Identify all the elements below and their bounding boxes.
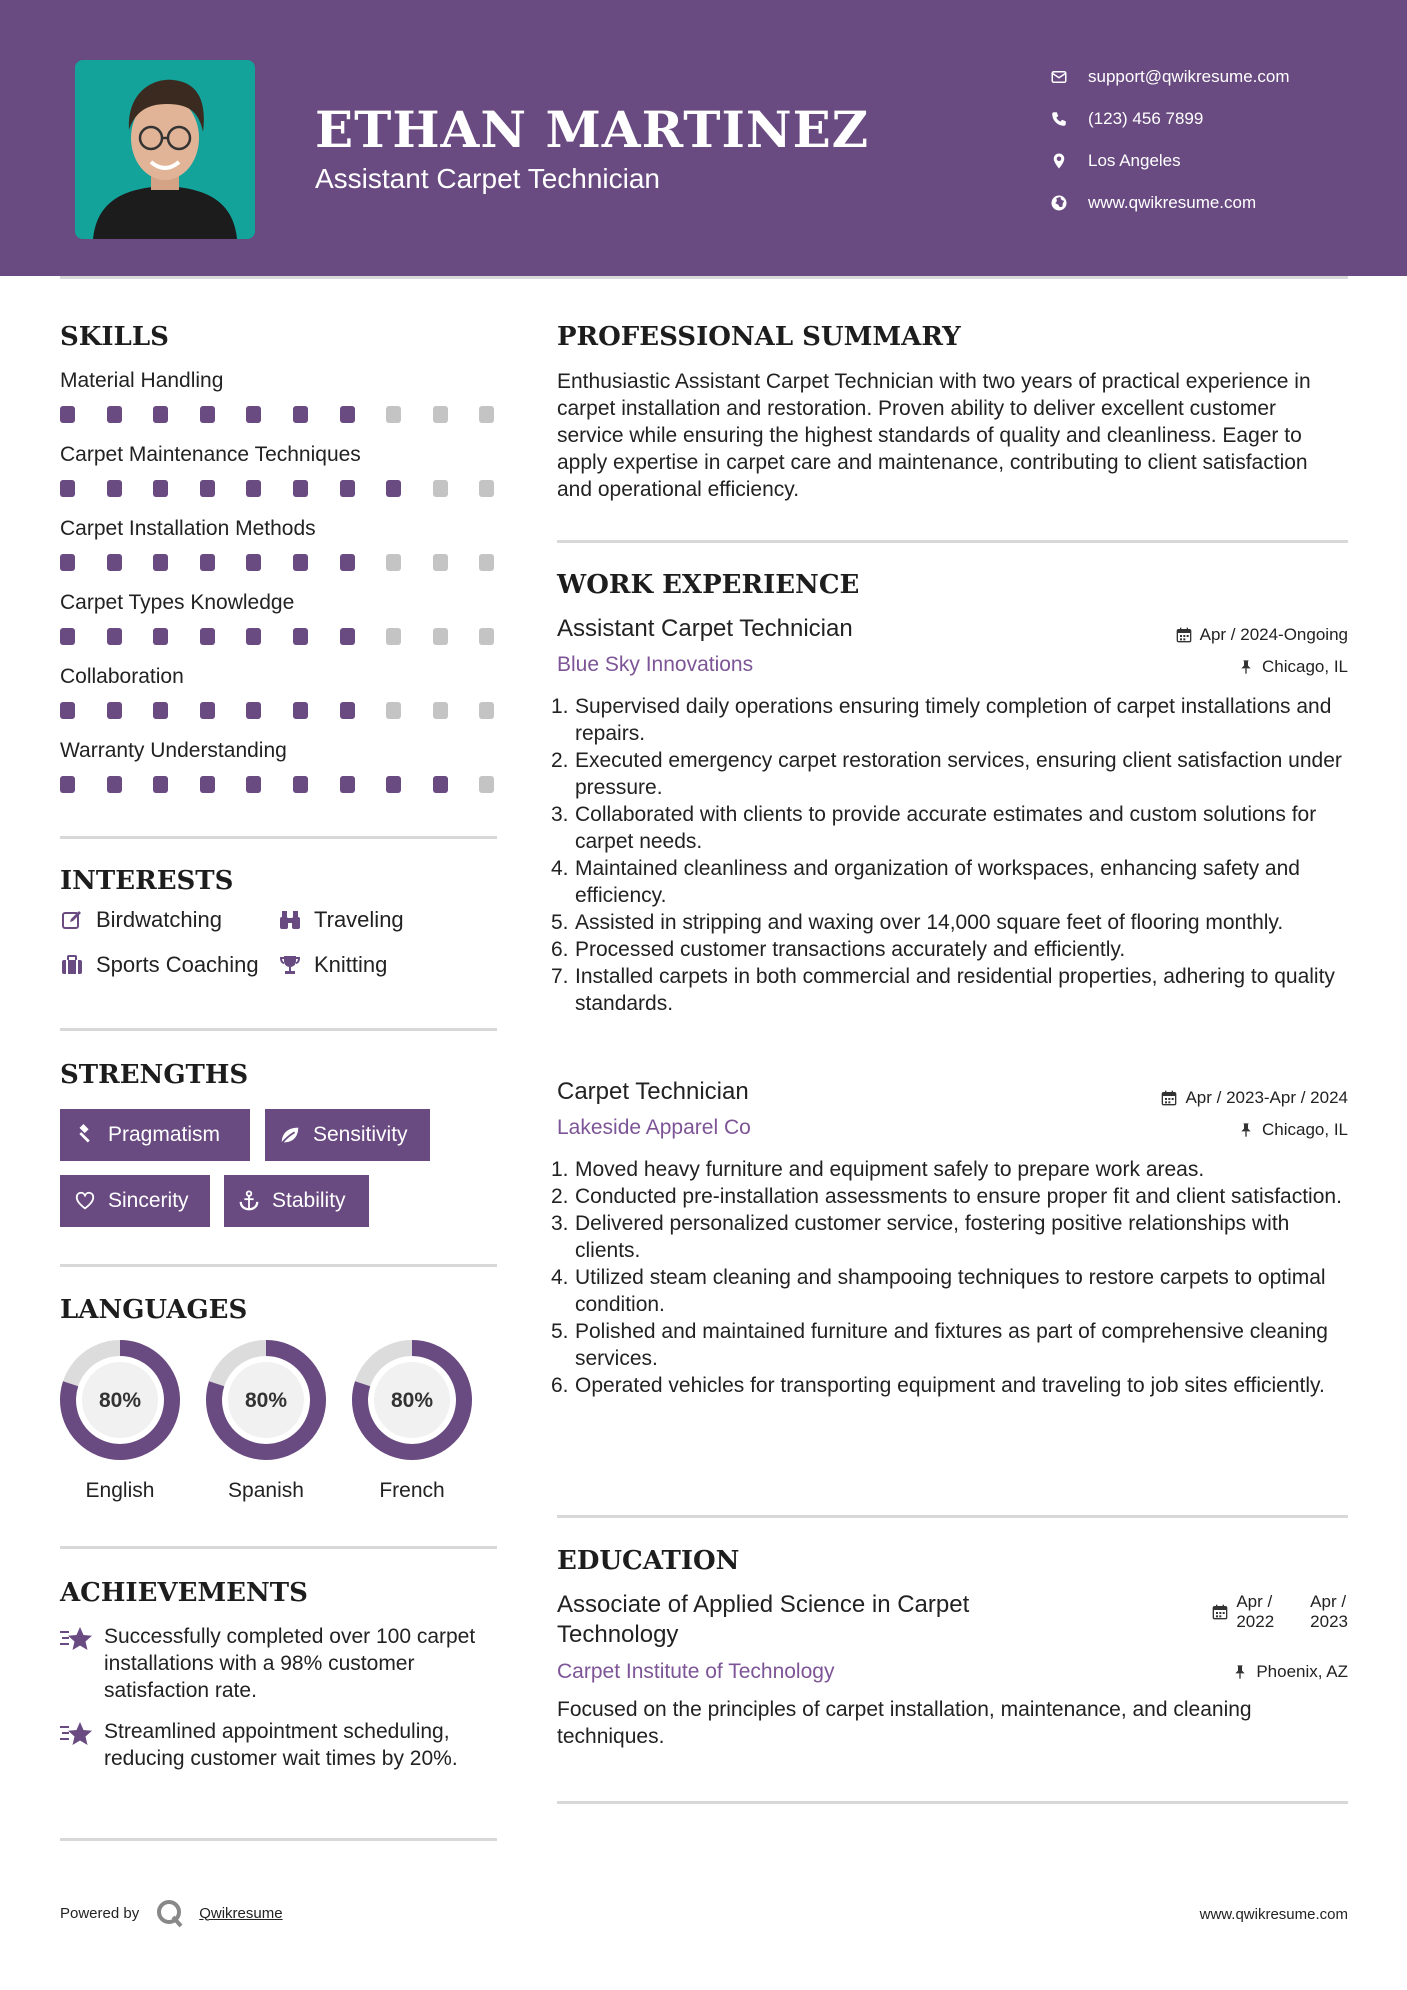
languages-title: LANGUAGES bbox=[60, 1295, 248, 1325]
edu-end-month: Apr / bbox=[1310, 1592, 1347, 1611]
language-percent: 80% bbox=[98, 1389, 142, 1412]
job-dates bbox=[1176, 625, 1348, 645]
map-pin-icon bbox=[1050, 152, 1068, 170]
language-item bbox=[60, 1340, 180, 1503]
strengths-divider bbox=[60, 1264, 497, 1267]
rating-dot-filled bbox=[60, 702, 75, 719]
rating-dot-filled bbox=[200, 628, 215, 645]
job-bullet-text: Moved heavy furniture and equipment safely to prepare work areas. bbox=[575, 1158, 1205, 1181]
star-badge-icon bbox=[60, 1625, 92, 1655]
rating-dot-empty bbox=[386, 628, 401, 645]
contact-location-text: Los Angeles bbox=[1088, 151, 1181, 170]
rating-dot-filled bbox=[340, 702, 355, 719]
trophy-icon bbox=[278, 953, 302, 977]
rating-dot-filled bbox=[153, 628, 168, 645]
profile-photo bbox=[75, 60, 255, 239]
language-percent: 80% bbox=[244, 1389, 288, 1412]
candidate-title: Assistant Carpet Technician bbox=[315, 163, 660, 194]
pushpin-icon bbox=[1232, 1664, 1248, 1680]
rating-dot-filled bbox=[386, 480, 401, 497]
strength-label: Stability bbox=[272, 1189, 346, 1212]
binoculars-icon bbox=[278, 908, 302, 932]
job-dates bbox=[1161, 1088, 1348, 1108]
strength-tag bbox=[60, 1175, 210, 1227]
rating-dot-empty bbox=[433, 554, 448, 571]
strength-label: Sincerity bbox=[108, 1189, 189, 1212]
language-name: Spanish bbox=[228, 1479, 304, 1502]
job-title: Carpet Technician bbox=[557, 1078, 749, 1105]
skill-rating bbox=[60, 618, 497, 662]
rating-dot-empty bbox=[479, 776, 494, 793]
job-bullet: 4. Maintained cleanliness and organization of workspaces, enhancing safety and efficiency. bbox=[551, 857, 1300, 907]
rating-dot-filled bbox=[153, 702, 168, 719]
rating-dot-filled bbox=[293, 776, 308, 793]
interest-label: Birdwatching bbox=[96, 907, 222, 932]
skill-name: Carpet Maintenance Techniques bbox=[60, 443, 361, 466]
job-bullet: 6. Operated vehicles for transporting equipment and traveling to job sites efficiently. bbox=[551, 1374, 1325, 1397]
skills-list bbox=[60, 366, 497, 810]
strengths-title: STRENGTHS bbox=[60, 1060, 249, 1090]
calendar-icon bbox=[1212, 1604, 1228, 1620]
pushpin-icon bbox=[1238, 659, 1254, 675]
rating-dot-filled bbox=[200, 776, 215, 793]
skill-item bbox=[60, 736, 497, 810]
rating-dot-filled bbox=[246, 554, 261, 571]
skill-rating bbox=[60, 470, 497, 514]
edu-end-year: 2023 bbox=[1310, 1612, 1348, 1631]
job-bullet: 5. Polished and maintained furniture and fixtures as part of comprehensive cleaning services. bbox=[551, 1320, 1328, 1370]
education-description: Focused on the principles of carpet installation, maintenance, and cleaning techniques. bbox=[557, 1698, 1252, 1748]
education-dates bbox=[1212, 1592, 1348, 1632]
rating-dot-filled bbox=[200, 406, 215, 423]
languages-divider bbox=[60, 1546, 497, 1549]
summary-text: Enthusiastic Assistant Carpet Technician with two years of practical experience in carpet installation and restoration. Proven ability to deliver excellent customer service while ensuring the highest standards of quality and cleanliness. Eager to apply expertise in carpet care and maintenance, contributing to client satisfaction and operational efficiency. bbox=[557, 370, 1311, 501]
achievement-text: Streamlined appointment scheduling, reducing customer wait times by 20%. bbox=[104, 1720, 458, 1770]
rating-dot-filled bbox=[107, 480, 122, 497]
job-bullet: 5. Assisted in stripping and waxing over 14,000 square feet of flooring monthly. bbox=[551, 911, 1284, 934]
heart-icon bbox=[74, 1190, 96, 1212]
calendar-icon bbox=[1176, 627, 1192, 643]
skill-rating bbox=[60, 692, 497, 736]
skill-name: Warranty Understanding bbox=[60, 739, 287, 762]
skill-item bbox=[60, 440, 497, 514]
calendar-icon bbox=[1161, 1090, 1177, 1106]
job-dates-text: Apr / 2023-Apr / 2024 bbox=[1185, 1088, 1348, 1107]
summary-title: PROFESSIONAL SUMMARY bbox=[557, 322, 961, 352]
leaf-icon bbox=[279, 1124, 301, 1146]
qwikresume-logo-icon bbox=[155, 1898, 185, 1928]
footer-powered-by bbox=[60, 1898, 283, 1928]
skill-rating bbox=[60, 766, 497, 810]
job-bullet: 2. Executed emergency carpet restoration services, ensuring client satisfaction under pressure. bbox=[551, 749, 1342, 799]
skills-divider bbox=[60, 836, 497, 839]
interest-item bbox=[278, 907, 404, 933]
rating-dot-empty bbox=[479, 702, 494, 719]
job-bullet-text: Installed carpets in both commercial and residential properties, adhering to quality standards. bbox=[575, 965, 1335, 1015]
language-ring bbox=[206, 1340, 326, 1460]
language-ring bbox=[60, 1340, 180, 1460]
job-bullet: 7. Installed carpets in both commercial and residential properties, adhering to quality standards. bbox=[551, 965, 1335, 1015]
rating-dot-empty bbox=[479, 406, 494, 423]
edu-start-month: Apr / bbox=[1236, 1592, 1273, 1611]
job-bullet-text: Operated vehicles for transporting equipment and traveling to job sites efficiently. bbox=[575, 1374, 1325, 1397]
job-bullet: 2. Conducted pre-installation assessments to ensure proper fit and client satisfaction. bbox=[551, 1185, 1342, 1208]
rating-dot-filled bbox=[433, 776, 448, 793]
company-name: Blue Sky Innovations bbox=[557, 653, 754, 676]
interests-title: INTERESTS bbox=[60, 866, 234, 896]
job-bullets bbox=[551, 693, 1348, 1017]
rating-dot-filled bbox=[246, 702, 261, 719]
globe-icon bbox=[1050, 194, 1068, 212]
edit-icon bbox=[60, 908, 84, 932]
rating-dot-filled bbox=[246, 628, 261, 645]
rating-dot-filled bbox=[200, 702, 215, 719]
rating-dot-filled bbox=[246, 776, 261, 793]
strength-tag bbox=[60, 1109, 250, 1161]
education-location bbox=[1232, 1662, 1348, 1682]
education-divider bbox=[557, 1801, 1348, 1804]
job-bullet-text: Conducted pre-installation assessments to ensure proper fit and client satisfaction. bbox=[575, 1185, 1342, 1208]
rating-dot-filled bbox=[293, 628, 308, 645]
rating-dot-empty bbox=[433, 406, 448, 423]
language-item bbox=[206, 1340, 326, 1503]
job-bullet: 3. Collaborated with clients to provide accurate estimates and custom solutions for carpet needs. bbox=[551, 803, 1317, 853]
job-bullet-text: Collaborated with clients to provide accurate estimates and custom solutions for carpet needs. bbox=[575, 803, 1317, 853]
rating-dot-filled bbox=[340, 776, 355, 793]
job-bullet-text: Delivered personalized customer service, fostering positive relationships with clients. bbox=[575, 1212, 1290, 1262]
language-name: French bbox=[379, 1479, 445, 1502]
school-name: Carpet Institute of Technology bbox=[557, 1660, 835, 1683]
job-bullet-text: Utilized steam cleaning and shampooing techniques to restore carpets to optimal condition. bbox=[575, 1266, 1326, 1316]
language-name: English bbox=[85, 1479, 155, 1502]
anchor-icon bbox=[238, 1190, 260, 1212]
briefcase-icon bbox=[60, 953, 84, 977]
skill-item bbox=[60, 514, 497, 588]
job-bullet: 3. Delivered personalized customer service, fostering positive relationships with clients. bbox=[551, 1212, 1290, 1262]
contact-list bbox=[1050, 56, 1290, 224]
rating-dot-filled bbox=[293, 406, 308, 423]
job-bullet-text: Assisted in stripping and waxing over 14,000 square feet of flooring monthly. bbox=[575, 911, 1284, 934]
rating-dot-filled bbox=[293, 702, 308, 719]
skill-rating bbox=[60, 544, 497, 588]
rating-dot-filled bbox=[153, 406, 168, 423]
job-bullet: 4. Utilized steam cleaning and shampooing techniques to restore carpets to optimal condition. bbox=[551, 1266, 1326, 1316]
rating-dot-filled bbox=[153, 554, 168, 571]
rating-dot-filled bbox=[340, 480, 355, 497]
experience-title: WORK EXPERIENCE bbox=[557, 570, 860, 600]
interest-label: Sports Coaching bbox=[96, 952, 259, 977]
education-title: EDUCATION bbox=[557, 1546, 740, 1576]
job-bullet-text: Supervised daily operations ensuring timely completion of carpet installations and repairs. bbox=[575, 695, 1332, 745]
rating-dot-filled bbox=[60, 480, 75, 497]
rating-dot-empty bbox=[479, 480, 494, 497]
rating-dot-filled bbox=[60, 776, 75, 793]
job-entry bbox=[551, 615, 1348, 1055]
phone-icon bbox=[1050, 110, 1068, 128]
interest-item bbox=[60, 952, 259, 978]
job-location bbox=[1238, 1120, 1348, 1140]
rating-dot-filled bbox=[340, 628, 355, 645]
achievements-divider bbox=[60, 1838, 497, 1841]
language-ring bbox=[352, 1340, 472, 1460]
job-bullet: 1. Moved heavy furniture and equipment safely to prepare work areas. bbox=[551, 1158, 1205, 1181]
rating-dot-empty bbox=[479, 554, 494, 571]
rating-dot-empty bbox=[479, 628, 494, 645]
rating-dot-filled bbox=[293, 480, 308, 497]
rating-dot-empty bbox=[386, 554, 401, 571]
interest-item bbox=[60, 907, 222, 933]
degree-title: Associate of Applied Science in Carpet Technology bbox=[557, 1591, 970, 1648]
contact-location bbox=[1050, 140, 1290, 182]
star-badge-icon bbox=[60, 1720, 92, 1750]
contact-email-text: support@qwikresume.com bbox=[1088, 67, 1290, 86]
language-percent: 80% bbox=[390, 1389, 434, 1412]
education-location-text: Phoenix, AZ bbox=[1256, 1662, 1348, 1681]
job-bullet-text: Maintained cleanliness and organization of workspaces, enhancing safety and efficiency. bbox=[575, 857, 1300, 907]
skill-item bbox=[60, 588, 497, 662]
footer-website[interactable]: www.qwikresume.com bbox=[1199, 1906, 1348, 1923]
contact-website[interactable] bbox=[1050, 182, 1290, 224]
job-bullet-text: Polished and maintained furniture and fixtures as part of comprehensive cleaning services. bbox=[575, 1320, 1328, 1370]
skills-title: SKILLS bbox=[60, 322, 169, 352]
skill-name: Carpet Types Knowledge bbox=[60, 591, 295, 614]
skill-rating bbox=[60, 396, 497, 440]
envelope-icon bbox=[1050, 68, 1068, 86]
rating-dot-filled bbox=[60, 628, 75, 645]
job-bullets bbox=[551, 1156, 1348, 1399]
job-bullet-text: Processed customer transactions accurately and efficiently. bbox=[575, 938, 1126, 961]
rating-dot-empty bbox=[433, 702, 448, 719]
gavel-icon bbox=[74, 1124, 96, 1146]
interest-item bbox=[278, 952, 387, 978]
rating-dot-filled bbox=[153, 776, 168, 793]
contact-email[interactable] bbox=[1050, 56, 1290, 98]
education-entry bbox=[557, 1590, 1348, 1760]
rating-dot-filled bbox=[246, 480, 261, 497]
contact-phone[interactable] bbox=[1050, 98, 1290, 140]
rating-dot-empty bbox=[386, 702, 401, 719]
rating-dot-filled bbox=[60, 554, 75, 571]
rating-dot-filled bbox=[153, 480, 168, 497]
edu-start-year: 2022 bbox=[1236, 1612, 1275, 1631]
rating-dot-filled bbox=[246, 406, 261, 423]
powered-by-text: Powered by bbox=[60, 1904, 140, 1922]
skill-name: Carpet Installation Methods bbox=[60, 517, 316, 540]
contact-phone-text: (123) 456 7899 bbox=[1088, 109, 1204, 128]
header-divider bbox=[60, 276, 1348, 279]
achievement-item bbox=[60, 1623, 500, 1704]
rating-dot-filled bbox=[340, 554, 355, 571]
strength-tag bbox=[224, 1175, 369, 1227]
rating-dot-filled bbox=[107, 628, 122, 645]
rating-dot-empty bbox=[433, 628, 448, 645]
skill-item bbox=[60, 662, 497, 736]
brand-link[interactable]: Qwikresume bbox=[199, 1904, 283, 1922]
achievement-item bbox=[60, 1718, 500, 1772]
experience-divider bbox=[557, 1515, 1348, 1518]
summary-divider bbox=[557, 540, 1348, 543]
job-location-text: Chicago, IL bbox=[1262, 657, 1348, 676]
rating-dot-filled bbox=[107, 406, 122, 423]
achievement-text: Successfully completed over 100 carpet installations with a 98% customer satisfaction rate. bbox=[104, 1625, 476, 1702]
strength-label: Sensitivity bbox=[313, 1123, 408, 1146]
strength-tag bbox=[265, 1109, 430, 1161]
rating-dot-filled bbox=[340, 406, 355, 423]
interests-divider bbox=[60, 1028, 497, 1031]
rating-dot-filled bbox=[200, 554, 215, 571]
achievements-title: ACHIEVEMENTS bbox=[60, 1578, 308, 1608]
interest-label: Traveling bbox=[314, 907, 404, 932]
language-item bbox=[352, 1340, 472, 1503]
job-dates-text: Apr / 2024-Ongoing bbox=[1199, 625, 1348, 644]
rating-dot-filled bbox=[200, 480, 215, 497]
strength-label: Pragmatism bbox=[108, 1123, 221, 1146]
contact-website-text: www.qwikresume.com bbox=[1088, 193, 1257, 212]
rating-dot-filled bbox=[60, 406, 75, 423]
rating-dot-empty bbox=[386, 406, 401, 423]
job-bullet: 1. Supervised daily operations ensuring timely completion of carpet installations and repairs. bbox=[551, 695, 1332, 745]
skill-name: Material Handling bbox=[60, 369, 224, 392]
job-bullet-text: Executed emergency carpet restoration services, ensuring client satisfaction under pressure. bbox=[575, 749, 1342, 799]
rating-dot-filled bbox=[107, 702, 122, 719]
job-title: Assistant Carpet Technician bbox=[557, 615, 853, 642]
pushpin-icon bbox=[1238, 1122, 1254, 1138]
rating-dot-empty bbox=[433, 480, 448, 497]
job-entry bbox=[551, 1078, 1348, 1498]
interest-label: Knitting bbox=[314, 952, 388, 977]
rating-dot-filled bbox=[386, 776, 401, 793]
rating-dot-filled bbox=[107, 776, 122, 793]
candidate-name: ETHAN MARTINEZ bbox=[315, 100, 870, 159]
job-location bbox=[1238, 657, 1348, 677]
resume-header bbox=[0, 0, 1407, 276]
company-name: Lakeside Apparel Co bbox=[557, 1116, 751, 1139]
rating-dot-filled bbox=[293, 554, 308, 571]
rating-dot-filled bbox=[107, 554, 122, 571]
job-bullet: 6. Processed customer transactions accurately and efficiently. bbox=[551, 938, 1126, 961]
skill-name: Collaboration bbox=[60, 665, 184, 688]
job-location-text: Chicago, IL bbox=[1262, 1120, 1348, 1139]
skill-item bbox=[60, 366, 497, 440]
